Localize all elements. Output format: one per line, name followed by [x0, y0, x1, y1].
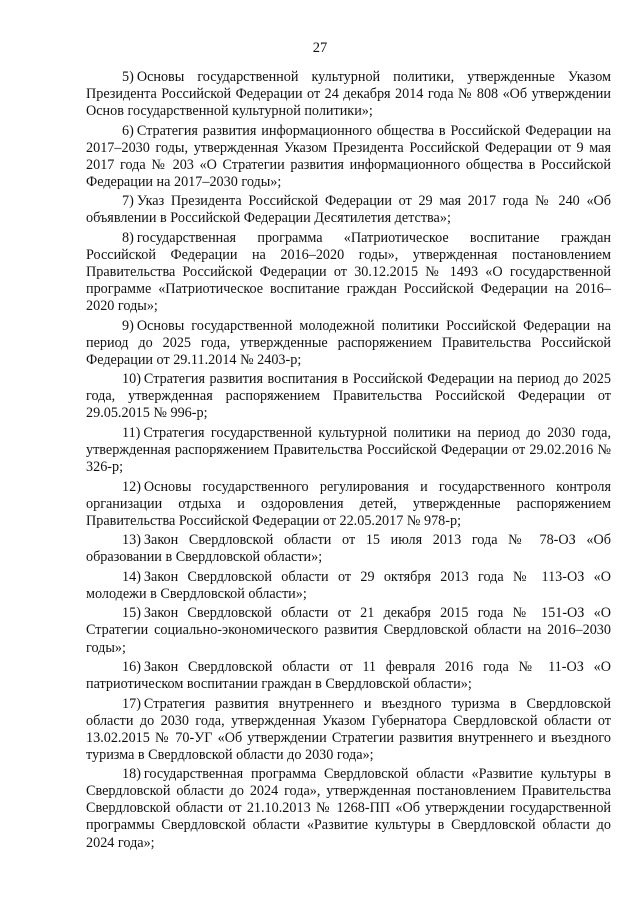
list-item-number: 8) [122, 229, 134, 246]
list-item-text: государственная программа Свердловской области «Развитие культуры в Свердловской области до 2024 года», утвержденная постановлением Правительства Свердловской области от 21.10.2013 № 1268-ПП «Об утверждении государственной программы Свердловской области «Развитие культуры в Свердловской области до 2024 года»; [86, 766, 611, 851]
list-item [86, 659, 611, 693]
list-item-number: 11) [122, 424, 141, 441]
list-item-number: 18) [122, 766, 141, 783]
list-item [86, 766, 611, 851]
page-number: 27 [312, 40, 328, 56]
list-item [86, 123, 611, 191]
list-item-text: Основы государственной культурной политики, утвержденные Указом Президента Российской Федерации от 24 декабря 2014 года № 808 «Об утверждении Основ государственной культурной политики»; [86, 69, 611, 120]
list-item-text: Стратегия развития информационного общества в Российской Федерации на 2017–2030 годы, утвержденная Указом Президента Российской Федерации от 9 мая 2017 года № 203 «О Стратегии развития информационного общества в Российской Федерации на 2017–2030 годы»; [86, 122, 611, 190]
list-item [86, 425, 611, 476]
list-item-number: 13) [122, 532, 141, 549]
list-item-number: 9) [122, 317, 134, 334]
document-body [86, 69, 611, 854]
list-item-text: Стратегия государственной культурной политики на период до 2030 года, утвержденная распоряжением Правительства Российской Федерации от 29.02.2016 № 326-р; [86, 424, 611, 476]
list-item-text: государственная программа «Патриотическое воспитание граждан Российской Федерации на 2016–2020 годы», утвержденная постановлением Правительства Российской Федерации от 30.12.2015 № 1493 «О государственной программе «Патриотическое воспитание граждан Российской Федерации на 2016–2020 годы»; [86, 229, 611, 315]
list-item [86, 69, 611, 120]
list-item-text: Закон Свердловской области от 11 февраля 2016 года № 11-ОЗ «О патриотическом воспитании граждан в Свердловской области»; [86, 659, 611, 693]
list-item-number: 14) [122, 568, 141, 585]
list-item-number: 10) [122, 371, 141, 388]
list-item-text: Закон Свердловской области от 15 июля 2013 года № 78-ОЗ «Об образовании в Свердловской области»; [86, 532, 611, 566]
list-item [86, 230, 611, 315]
list-item-number: 7) [122, 193, 134, 210]
list-item-text: Основы государственного регулирования и государственного контроля организации отдыха и оздоровления детей, утвержденные распоряжением Правительства Российской Федерации от 22.05.2017 № 978-р; [86, 478, 611, 529]
list-item-text: Стратегия развития воспитания в Российской Федерации на период до 2025 года, утвержденная распоряжением Правительства Российской Федерации от 29.05.2015 № 996-р; [86, 371, 611, 422]
list-item [86, 569, 611, 603]
list-item [86, 318, 611, 369]
list-item-number: 16) [122, 659, 141, 676]
list-item [86, 371, 611, 422]
list-item-number: 12) [122, 478, 141, 495]
list-item-text: Указ Президента Российской Федерации от 29 мая 2017 года № 240 «Об объявлении в Российской Федерации Десятилетия детства»; [86, 193, 611, 227]
list-item [86, 696, 611, 764]
list-item-text: Закон Свердловской области от 29 октября 2013 года № 113-ОЗ «О молодежи в Свердловской области»; [86, 568, 611, 602]
list-item [86, 605, 611, 656]
list-item [86, 479, 611, 530]
list-item-number: 6) [122, 122, 134, 139]
list-item-text: Основы государственной молодежной политики Российской Федерации на период до 2025 года, утвержденные распоряжением Правительства Российской Федерации от 29.11.2014 № 2403-р; [86, 317, 611, 368]
list-item-number: 5) [122, 69, 134, 85]
list-item [86, 532, 611, 566]
list-item [86, 193, 611, 227]
list-item-text: Закон Свердловской области от 21 декабря 2015 года № 151-ОЗ «О Стратегии социально-экономического развития Свердловской области на 2016–2030 годы»; [86, 605, 611, 656]
list-item-number: 15) [122, 605, 141, 622]
list-item-text: Стратегия развития внутреннего и въездного туризма в Свердловской области до 2030 года, утвержденная Указом Губернатора Свердловской области от 13.02.2015 № 70-УГ «Об утверждении Стратегии развития внутреннего и въездного туризма в Свердловской области до 2030 года»; [86, 695, 611, 763]
list-item-number: 17) [122, 695, 141, 712]
